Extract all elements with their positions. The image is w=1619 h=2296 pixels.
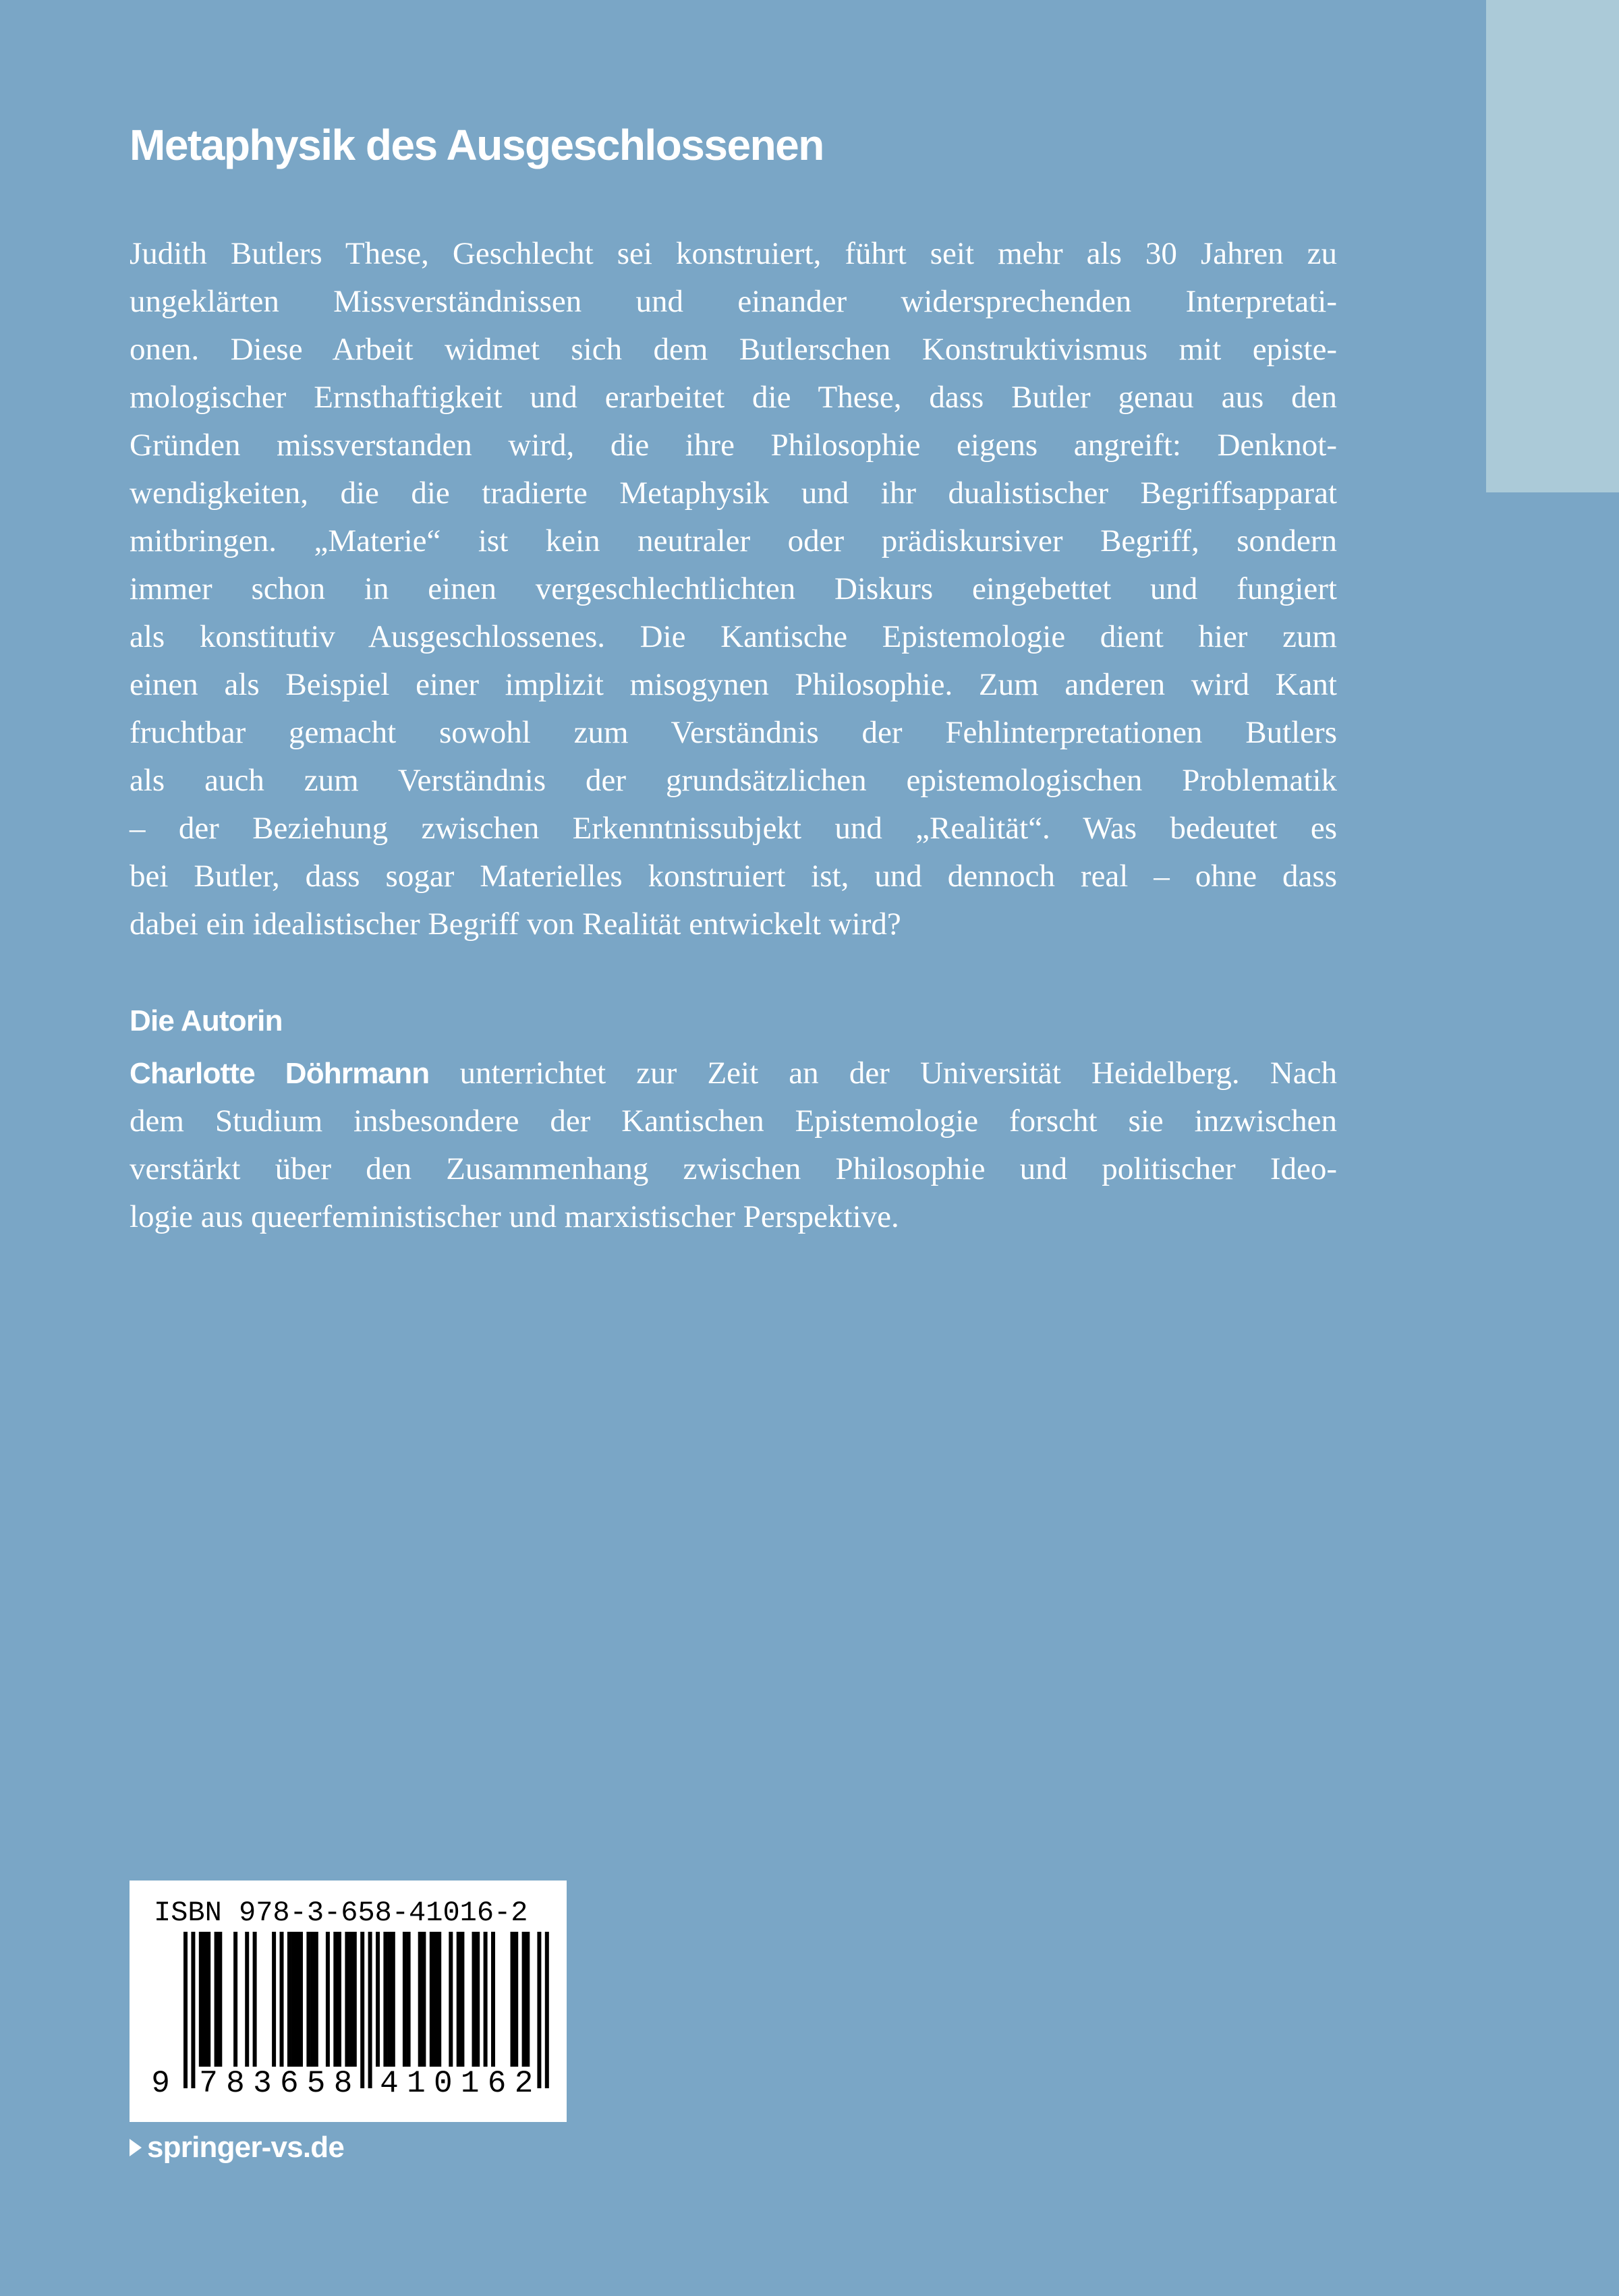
barcode-bar: [183, 1932, 188, 2088]
abstract-line: mitbringen. „Materie“ ist kein neutraler oder prädiskursiver Begriff, sondern: [130, 523, 1337, 558]
barcode-bar: [434, 1932, 438, 2067]
barcode-bar: [203, 1932, 207, 2067]
barcode-bar: [233, 1932, 237, 2067]
barcode-bar: [376, 1932, 380, 2067]
abstract-line: bei Butler, dass sogar Materielles konstruiert ist, und dennoch real – ohne dass: [130, 859, 1337, 894]
barcode-bar: [418, 1932, 422, 2067]
barcode-bar: [449, 1932, 453, 2067]
abstract-line: Gründen missverstanden wird, die ihre Philosophie eigens angreift: Denknot-: [130, 428, 1337, 463]
publisher-link[interactable]: [130, 2131, 344, 2164]
bio-line: logie aus queerfeministischer und marxistischer Perspektive.: [130, 1199, 899, 1234]
barcode-bar: [245, 1932, 249, 2067]
barcode-bar: [206, 1932, 210, 2067]
barcode-bar: [306, 1932, 310, 2067]
barcode-bar: [403, 1932, 407, 2067]
barcode-bar: [476, 1932, 480, 2067]
barcode-bar: [526, 1932, 530, 2067]
barcode-bar: [349, 1932, 353, 2067]
abstract-line: einen als Beispiel einer implizit misogynen Philosophie. Zum anderen wird Kant: [130, 667, 1337, 702]
abstract-line: dabei ein idealistischer Begriff von Realität entwickelt wird?: [130, 907, 901, 942]
isbn-barcode: [130, 1881, 567, 2122]
bio-line-text: unterrichtet zur Zeit an der Universität Heidelberg. Nach: [429, 1056, 1337, 1091]
bio-line: dem Studium insbesondere der Kantischen Epistemologie forscht sie inzwischen: [130, 1103, 1337, 1139]
barcode-bar: [360, 1932, 364, 2088]
abstract-line: Judith Butlers These, Geschlecht sei konstruiert, führt seit mehr als 30 Jahren zu: [130, 236, 1337, 271]
barcode-bar: [299, 1932, 303, 2067]
author-bio: [130, 1050, 1337, 1241]
publisher-link-text: springer-vs.de: [147, 2131, 345, 2164]
barcode-bar: [218, 1932, 222, 2067]
barcode-bar: [291, 1932, 295, 2067]
abstract-line: onen. Diese Arbeit widmet sich dem Butlerschen Konstruktivismus mit episte-: [130, 332, 1337, 367]
barcode-bar: [333, 1932, 337, 2067]
corner-tab: [1486, 0, 1619, 492]
barcode-bar: [353, 1932, 357, 2067]
barcode-bar: [337, 1932, 341, 2067]
barcode-digit: 1: [407, 2066, 426, 2101]
barcode-graphic: [130, 1881, 567, 2122]
barcode-digit: 8: [226, 2066, 245, 2101]
barcode-bar: [522, 1932, 526, 2067]
barcode-bar: [484, 1932, 488, 2067]
bio-line: verstärkt über den Zusammenhang zwischen Philosophie und politischer Ideo-: [130, 1151, 1337, 1186]
barcode-bar: [391, 1932, 395, 2067]
barcode-bar: [310, 1932, 314, 2067]
barcode-digit: 4: [380, 2066, 399, 2101]
barcode-bar: [215, 1932, 219, 2067]
barcode-digit: 5: [306, 2066, 326, 2101]
barcode-bar: [368, 1932, 372, 2088]
barcode-bar: [383, 1932, 387, 2067]
abstract-line: ungeklärten Missverständnissen und einander widersprechenden Interpretati-: [130, 284, 1337, 319]
barcode-bar: [272, 1932, 276, 2067]
barcode-bar: [407, 1932, 411, 2067]
abstract-line: als auch zum Verständnis der grundsätzlichen epistemologischen Problematik: [130, 763, 1337, 798]
abstract-line: wendigkeiten, die die tradierte Metaphysik und ihr dualistischer Begriffsapparat: [130, 476, 1337, 511]
abstract-line: immer schon in einen vergeschlechtlichten Diskurs eingebettet und fungiert: [130, 571, 1337, 606]
barcode-bar: [287, 1932, 291, 2067]
barcode-digit: 3: [253, 2066, 272, 2101]
barcode-bar: [199, 1932, 203, 2067]
barcode-digit: 9: [151, 2066, 170, 2101]
barcode-bar: [387, 1932, 391, 2067]
barcode-digit: 0: [433, 2066, 453, 2101]
barcode-digit: 6: [487, 2066, 507, 2101]
barcode-bar: [511, 1932, 515, 2067]
barcode-bar: [472, 1932, 476, 2067]
barcode-digit: 7: [199, 2066, 218, 2101]
barcode-bar: [422, 1932, 426, 2067]
barcode-bar: [314, 1932, 318, 2067]
abstract-line: fruchtbar gemacht sowohl zum Verständnis der Fehlinterpretationen Butlers: [130, 715, 1337, 750]
barcode-bar: [295, 1932, 299, 2067]
abstract-line: – der Beziehung zwischen Erkenntnissubjekt und „Realität“. Was bedeutet es: [130, 811, 1337, 846]
isbn-label: ISBN 978-3-658-41016-2: [154, 1897, 528, 1929]
barcode-bar: [514, 1932, 518, 2067]
bio-line: [130, 1050, 1337, 1097]
author-heading: Die Autorin: [130, 1004, 283, 1037]
abstract: [130, 230, 1337, 948]
barcode-digit: 6: [279, 2066, 299, 2101]
abstract-line: mologischer Ernsthaftigkeit und erarbeitet die These, dass Butler genau aus den: [130, 380, 1337, 415]
barcode-digit: 8: [333, 2066, 353, 2101]
barcode-bar: [280, 1932, 284, 2067]
barcode-bar: [457, 1932, 461, 2067]
barcode-digit: 1: [460, 2066, 480, 2101]
barcode-digit: 2: [514, 2066, 534, 2101]
barcode-bar: [491, 1932, 495, 2067]
author-name: Charlotte Döhrmann: [130, 1057, 430, 1090]
barcode-bar: [437, 1932, 441, 2067]
barcode-bar: [191, 1932, 195, 2088]
barcode-bar: [326, 1932, 330, 2067]
barcode-bar: [545, 1932, 549, 2088]
abstract-line: als konstitutiv Ausgeschlossenes. Die Kantische Epistemologie dient hier zum: [130, 619, 1337, 654]
barcode-bar: [253, 1932, 257, 2067]
arrow-right-icon: [130, 2139, 142, 2156]
barcode-bar: [430, 1932, 434, 2067]
book-title: Metaphysik des Ausgeschlossenen: [130, 121, 824, 169]
barcode-bar: [537, 1932, 541, 2088]
barcode-bar: [460, 1932, 464, 2067]
barcode-bar: [345, 1932, 349, 2067]
